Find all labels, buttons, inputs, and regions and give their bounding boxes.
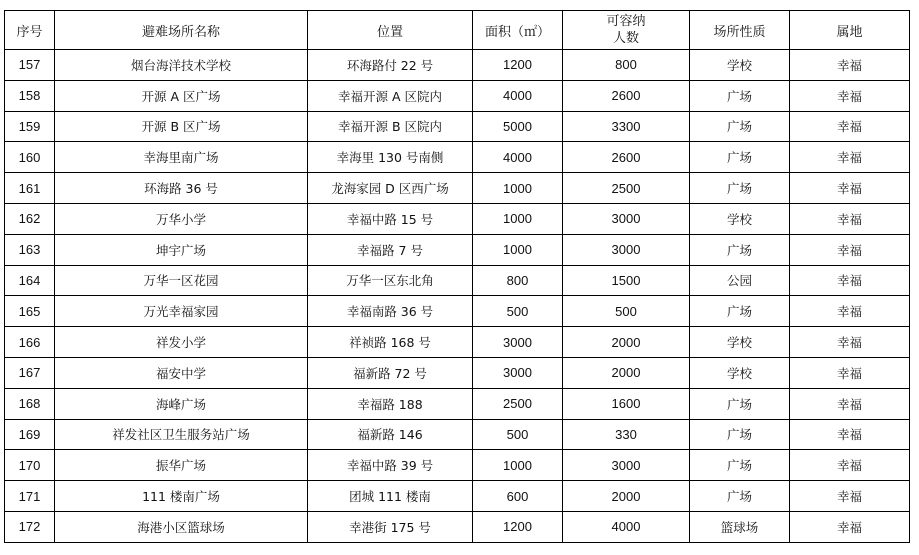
cell-no: 172 xyxy=(5,511,55,542)
cell-capacity: 2000 xyxy=(563,327,690,358)
cell-area: 1000 xyxy=(473,173,563,204)
cell-type: 广场 xyxy=(690,142,790,173)
cell-location: 环海路付 22 号 xyxy=(308,50,473,81)
cell-name: 坤宇广场 xyxy=(55,234,308,265)
cell-capacity: 3000 xyxy=(563,203,690,234)
cell-capacity: 2000 xyxy=(563,357,690,388)
header-name: 避难场所名称 xyxy=(55,11,308,50)
cell-location: 龙海家园 D 区西广场 xyxy=(308,173,473,204)
cell-no: 166 xyxy=(5,327,55,358)
cell-area: 1000 xyxy=(473,450,563,481)
cell-type: 广场 xyxy=(690,173,790,204)
cell-location: 幸福路 7 号 xyxy=(308,234,473,265)
cell-location: 团城 111 楼南 xyxy=(308,481,473,512)
cell-name: 万华小学 xyxy=(55,203,308,234)
table-row xyxy=(5,203,910,234)
cell-location: 幸海里 130 号南侧 xyxy=(308,142,473,173)
shelter-table xyxy=(4,10,910,543)
cell-no: 171 xyxy=(5,481,55,512)
cell-type: 学校 xyxy=(690,203,790,234)
cell-district: 幸福 xyxy=(790,80,910,111)
cell-type: 广场 xyxy=(690,296,790,327)
cell-no: 164 xyxy=(5,265,55,296)
cell-capacity: 4000 xyxy=(563,511,690,542)
cell-name: 万光幸福家园 xyxy=(55,296,308,327)
cell-area: 3000 xyxy=(473,327,563,358)
cell-type: 广场 xyxy=(690,111,790,142)
cell-name: 祥发社区卫生服务站广场 xyxy=(55,419,308,450)
table-row xyxy=(5,50,910,81)
cell-district: 幸福 xyxy=(790,357,910,388)
cell-district: 幸福 xyxy=(790,173,910,204)
table-row xyxy=(5,296,910,327)
table-row xyxy=(5,80,910,111)
header-no: 序号 xyxy=(5,11,55,50)
cell-no: 167 xyxy=(5,357,55,388)
cell-location: 幸福南路 36 号 xyxy=(308,296,473,327)
cell-no: 168 xyxy=(5,388,55,419)
table-row xyxy=(5,511,910,542)
table-row xyxy=(5,327,910,358)
cell-location: 幸福中路 15 号 xyxy=(308,203,473,234)
cell-name: 111 楼南广场 xyxy=(55,481,308,512)
cell-area: 500 xyxy=(473,419,563,450)
cell-capacity: 1600 xyxy=(563,388,690,419)
cell-no: 162 xyxy=(5,203,55,234)
cell-area: 1000 xyxy=(473,203,563,234)
cell-type: 篮球场 xyxy=(690,511,790,542)
cell-no: 160 xyxy=(5,142,55,173)
table-row xyxy=(5,173,910,204)
cell-name: 环海路 36 号 xyxy=(55,173,308,204)
header-area: 面积（㎡） xyxy=(473,11,563,50)
cell-type: 公园 xyxy=(690,265,790,296)
cell-district: 幸福 xyxy=(790,111,910,142)
cell-district: 幸福 xyxy=(790,388,910,419)
cell-location: 幸福开源 B 区院内 xyxy=(308,111,473,142)
cell-district: 幸福 xyxy=(790,511,910,542)
cell-district: 幸福 xyxy=(790,296,910,327)
cell-area: 500 xyxy=(473,296,563,327)
cell-capacity: 2600 xyxy=(563,80,690,111)
cell-capacity: 3000 xyxy=(563,450,690,481)
cell-capacity: 2500 xyxy=(563,173,690,204)
cell-type: 广场 xyxy=(690,234,790,265)
cell-district: 幸福 xyxy=(790,419,910,450)
header-location: 位置 xyxy=(308,11,473,50)
cell-location: 万华一区东北角 xyxy=(308,265,473,296)
cell-type: 学校 xyxy=(690,327,790,358)
cell-area: 1200 xyxy=(473,50,563,81)
cell-area: 4000 xyxy=(473,142,563,173)
cell-area: 5000 xyxy=(473,111,563,142)
cell-no: 165 xyxy=(5,296,55,327)
cell-district: 幸福 xyxy=(790,142,910,173)
cell-district: 幸福 xyxy=(790,50,910,81)
table-row xyxy=(5,142,910,173)
cell-capacity: 330 xyxy=(563,419,690,450)
cell-name: 开源 A 区广场 xyxy=(55,80,308,111)
cell-no: 157 xyxy=(5,50,55,81)
cell-no: 170 xyxy=(5,450,55,481)
cell-type: 广场 xyxy=(690,80,790,111)
header-type: 场所性质 xyxy=(690,11,790,50)
cell-name: 海峰广场 xyxy=(55,388,308,419)
cell-no: 159 xyxy=(5,111,55,142)
header-capacity-line1: 可容纳 xyxy=(606,14,646,29)
cell-name: 海港小区篮球场 xyxy=(55,511,308,542)
table-row xyxy=(5,388,910,419)
table-row xyxy=(5,111,910,142)
document-page xyxy=(4,10,910,543)
cell-capacity: 800 xyxy=(563,50,690,81)
cell-location: 祥祯路 168 号 xyxy=(308,327,473,358)
cell-location: 福新路 72 号 xyxy=(308,357,473,388)
header-capacity xyxy=(563,11,690,50)
cell-capacity: 3300 xyxy=(563,111,690,142)
cell-no: 169 xyxy=(5,419,55,450)
table-row xyxy=(5,265,910,296)
cell-capacity: 2600 xyxy=(563,142,690,173)
cell-capacity: 2000 xyxy=(563,481,690,512)
cell-type: 广场 xyxy=(690,481,790,512)
cell-area: 1200 xyxy=(473,511,563,542)
cell-name: 烟台海洋技术学校 xyxy=(55,50,308,81)
cell-name: 幸海里南广场 xyxy=(55,142,308,173)
table-row xyxy=(5,357,910,388)
cell-no: 161 xyxy=(5,173,55,204)
cell-capacity: 1500 xyxy=(563,265,690,296)
cell-name: 开源 B 区广场 xyxy=(55,111,308,142)
cell-no: 163 xyxy=(5,234,55,265)
cell-district: 幸福 xyxy=(790,450,910,481)
cell-district: 幸福 xyxy=(790,203,910,234)
cell-area: 4000 xyxy=(473,80,563,111)
cell-area: 800 xyxy=(473,265,563,296)
cell-type: 学校 xyxy=(690,50,790,81)
table-row xyxy=(5,481,910,512)
cell-location: 福新路 146 xyxy=(308,419,473,450)
cell-capacity: 500 xyxy=(563,296,690,327)
cell-area: 2500 xyxy=(473,388,563,419)
cell-capacity: 3000 xyxy=(563,234,690,265)
cell-type: 广场 xyxy=(690,388,790,419)
cell-district: 幸福 xyxy=(790,481,910,512)
cell-name: 福安中学 xyxy=(55,357,308,388)
header-district: 属地 xyxy=(790,11,910,50)
cell-name: 振华广场 xyxy=(55,450,308,481)
table-row xyxy=(5,450,910,481)
cell-area: 1000 xyxy=(473,234,563,265)
cell-district: 幸福 xyxy=(790,327,910,358)
table-row xyxy=(5,234,910,265)
cell-no: 158 xyxy=(5,80,55,111)
cell-location: 幸港街 175 号 xyxy=(308,511,473,542)
cell-type: 广场 xyxy=(690,450,790,481)
table-row xyxy=(5,419,910,450)
cell-area: 600 xyxy=(473,481,563,512)
cell-name: 祥发小学 xyxy=(55,327,308,358)
cell-district: 幸福 xyxy=(790,265,910,296)
cell-district: 幸福 xyxy=(790,234,910,265)
table-header-row xyxy=(5,11,910,50)
cell-type: 学校 xyxy=(690,357,790,388)
cell-type: 广场 xyxy=(690,419,790,450)
cell-area: 3000 xyxy=(473,357,563,388)
cell-name: 万华一区花园 xyxy=(55,265,308,296)
cell-location: 幸福中路 39 号 xyxy=(308,450,473,481)
header-capacity-line2: 人数 xyxy=(612,31,639,46)
cell-location: 幸福路 188 xyxy=(308,388,473,419)
cell-location: 幸福开源 A 区院内 xyxy=(308,80,473,111)
